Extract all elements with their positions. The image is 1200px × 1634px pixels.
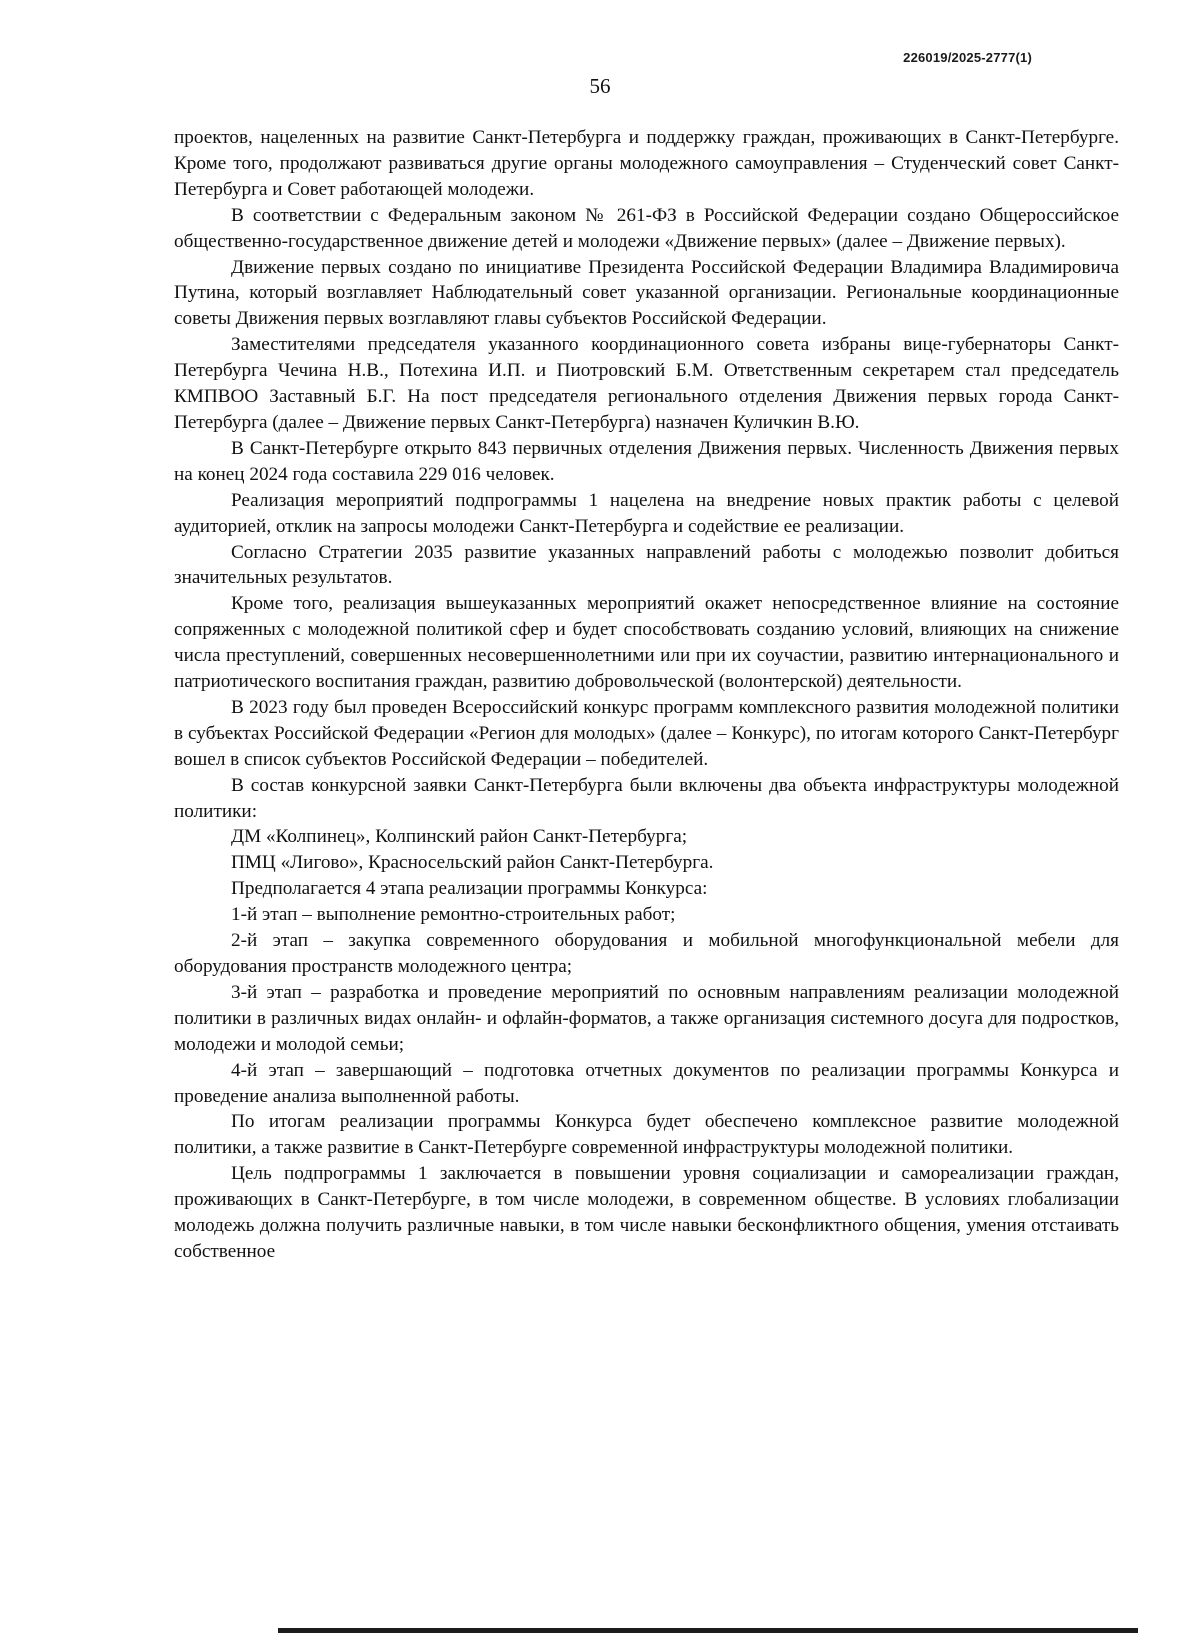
list-item: 3-й этап – разработка и проведение мероприятий по основным направлениям реализации молодежной политики в различных видах онлайн- и офлайн-форматов, а также организация системного досуга для подростков, молодежи и молодой семьи; [174,981,1119,1055]
page-number: 56 [589,74,611,98]
paragraph: Кроме того, реализация вышеуказанных мероприятий окажет непосредственное влияние на состояние сопряженных с молодежной политикой сфер и будет способствовать созданию условий, влияющих на снижение числа преступлений, совершенных несовершеннолетними или при их соучастии, развитию интернационального и патриотического воспитания граждан, развитию добровольческой (волонтерской) деятельности. [174,593,1119,693]
list-item: 1-й этап – выполнение ремонтно-строительных работ; [231,904,676,926]
list-item: ДМ «Колпинец», Колпинский район Санкт-Петербурга; [231,826,688,848]
paragraph: В состав конкурсной заявки Санкт-Петербурга были включены два объекта инфраструктуры молодежной политики: [174,774,1119,822]
paragraph: Цель подпрограммы 1 заключается в повышении уровня социализации и самореализации граждан, проживающих в Санкт-Петербурге, в том числе молодежи, в современном обществе. В условиях глобализации молодежь должна получить различные навыки, в том числе навыки бесконфликтного общения, умения отстаивать собственное [174,1163,1119,1262]
list-item: ПМЦ «Лигово», Красносельский район Санкт-Петербурга. [231,852,714,874]
paragraph: В Санкт-Петербурге открыто 843 первичных отделения Движения первых. Численность Движения первых на конец 2024 года составила 229 016 человек. [174,437,1119,485]
paragraph: Согласно Стратегии 2035 развитие указанных направлений работы с молодежью позволит добиться значительных результатов. [174,541,1119,589]
paragraph: проектов, нацеленных на развитие Санкт-Петербурга и поддержку граждан, проживающих в Санкт-Петербурге. Кроме того, продолжают развиваться другие органы молодежного самоуправления – Студенческий совет Санкт-Петербурга и Совет работающей молодежи. [174,127,1119,200]
paragraph: Движение первых создано по инициативе Президента Российской Федерации Владимира Владимировича Путина, который возглавляет Наблюдательный совет указанной организации. Региональные координационные советы Движения первых возглавляют главы субъектов Российской Федерации. [174,256,1119,330]
scan-bottom-edge-line [278,1628,1138,1633]
paragraph: По итогам реализации программы Конкурса будет обеспечено комплексное развитие молодежной политики, а также развитие в Санкт-Петербурге современной инфраструктуры молодежной политики. [174,1111,1119,1159]
paragraph: Предполагается 4 этапа реализации программы Конкурса: [231,878,708,900]
document-body [174,125,1119,1265]
paragraph: В соответствии с Федеральным законом № 261-ФЗ в Российской Федерации создано Общероссийское общественно-государственное движение детей и молодежи «Движение первых» (далее – Движение первых). [174,204,1119,252]
document-registration-number: 226019/2025-2777(1) [903,50,1032,65]
paragraph: В 2023 году был проведен Всероссийский конкурс программ комплексного развития молодежной политики в субъектах Российской Федерации «Регион для молодых» (далее – Конкурс), по итогам которого Санкт-Петербург вошел в список субъектов Российской Федерации – победителей. [174,696,1119,770]
paragraph: Реализация мероприятий подпрограммы 1 нацелена на внедрение новых практик работы с целевой аудиторией, отклик на запросы молодежи Санкт-Петербурга и содействие ее реализации. [174,489,1119,537]
list-item: 2-й этап – закупка современного оборудования и мобильной многофункциональной мебели для оборудования пространств молодежного центра; [174,930,1119,977]
list-item: 4-й этап – завершающий – подготовка отчетных документов по реализации программы Конкурса и проведение анализа выполненной работы. [174,1059,1119,1107]
paragraph: Заместителями председателя указанного координационного совета избраны вице-губернаторы Санкт-Петербурга Чечина Н.В., Потехина И.П. и Пиотровский Б.М. Ответственным секретарем стал председатель КМПВОО Заставный Б.Г. На пост председателя регионального отделения Движения первых города Санкт-Петербурга (далее – Движение первых Санкт-Петербурга) назначен Куличкин В.Ю. [174,334,1119,433]
